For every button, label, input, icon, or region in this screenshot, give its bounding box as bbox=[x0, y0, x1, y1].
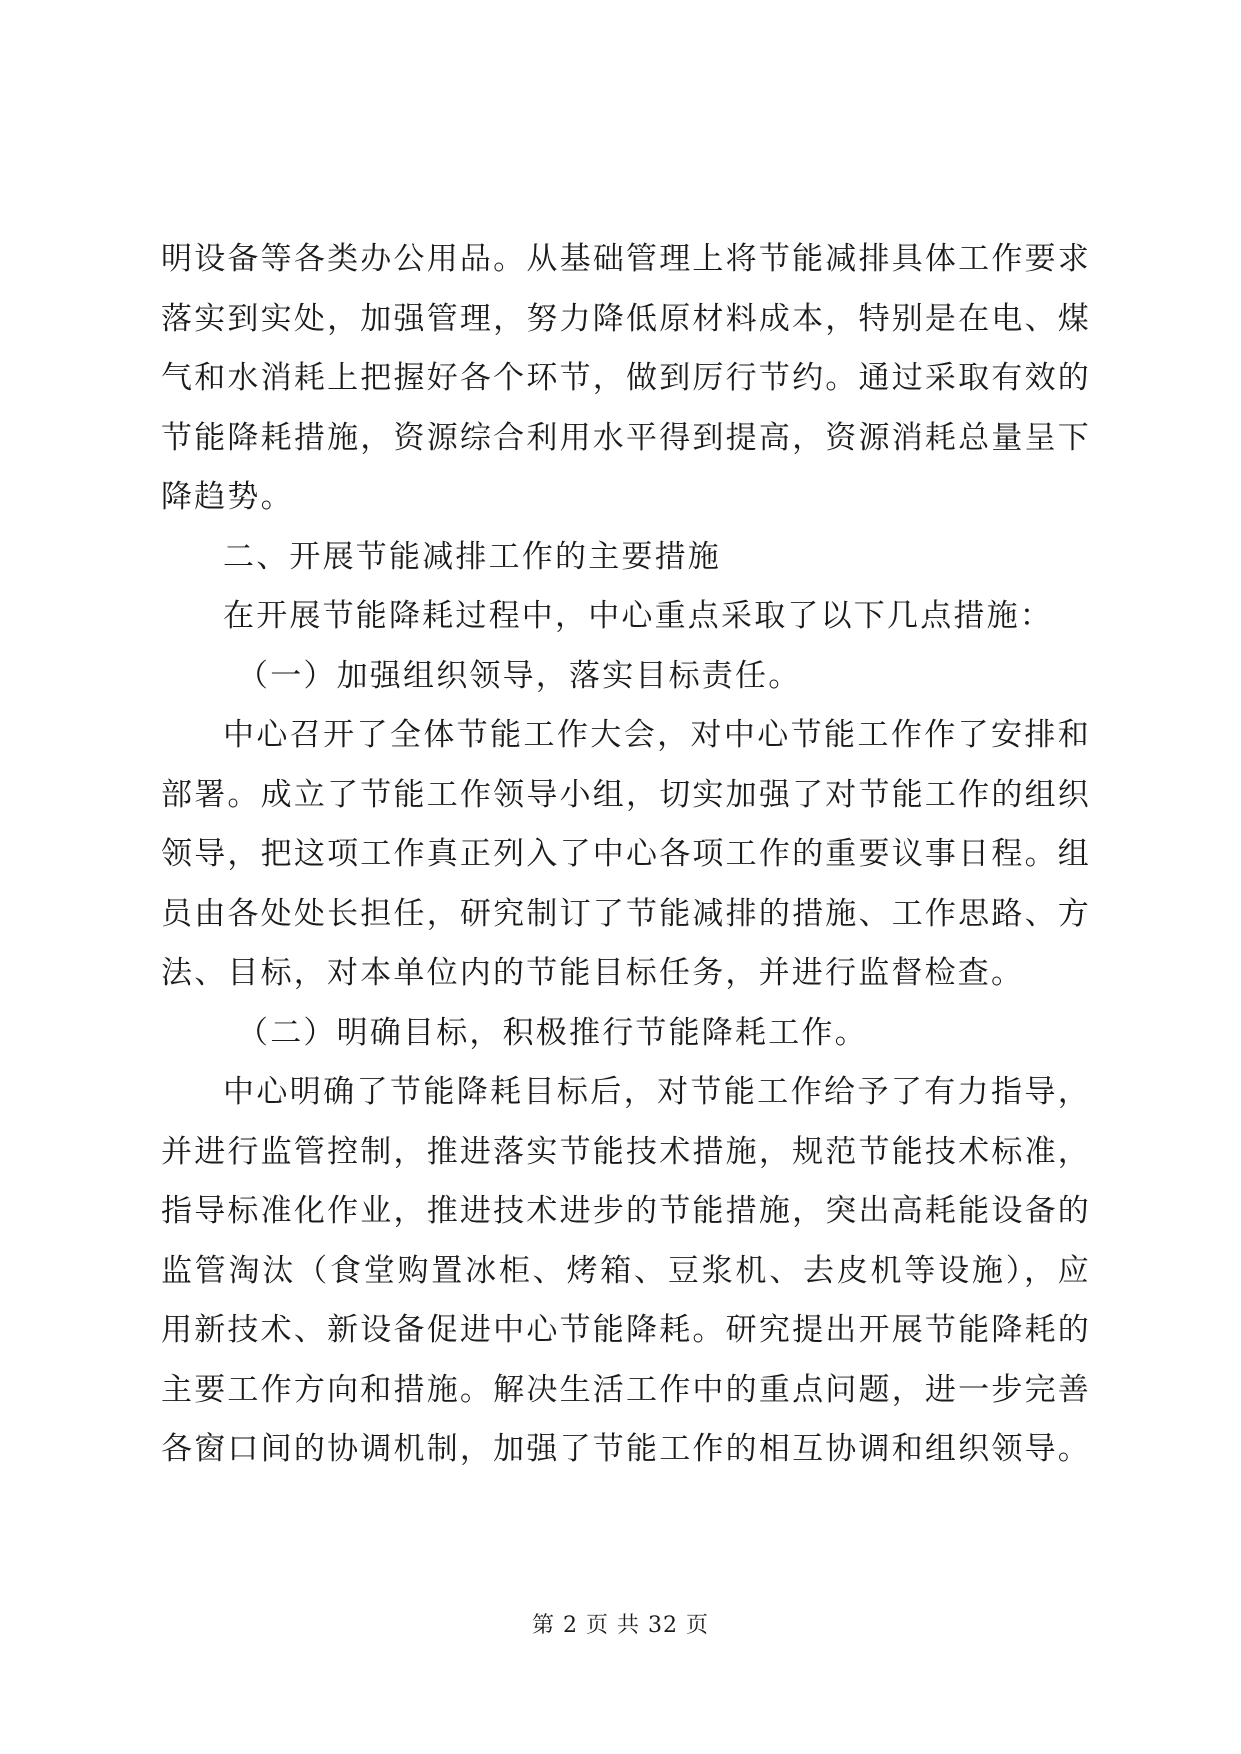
paragraph-line: 法、目标，对本单位内的节能目标任务，并进行监督检查。 bbox=[161, 955, 1025, 991]
paragraph-line: 明设备等各类办公用品。从基础管理上将节能减排具体工作要求 bbox=[161, 241, 1091, 277]
paragraph-line: 员由各处处长担任，研究制订了节能减排的措施、工作思路、方 bbox=[161, 895, 1091, 932]
paragraph-line: 降趋势。 bbox=[161, 479, 294, 515]
subsection-heading: （二）明确目标，积极推行节能降耗工作。 bbox=[237, 1014, 868, 1051]
paragraph-line: 中心明确了节能降耗目标后，对节能工作给予了有力指导， bbox=[223, 1074, 1091, 1110]
paragraph-line: 指导标准化作业，推进技术进步的节能措施，突出高耗能设备的 bbox=[161, 1193, 1091, 1229]
paragraph-line: 部署。成立了节能工作领导小组，切实加强了对节能工作的组织 bbox=[161, 776, 1091, 813]
paragraph-line: 气和水消耗上把握好各个环节，做到厉行节约。通过采取有效的 bbox=[161, 360, 1091, 396]
paragraph-line: 用新技术、新设备促进中心节能降耗。研究提出开展节能降耗的 bbox=[161, 1312, 1091, 1348]
paragraph-line: 并进行监管控制，推进落实节能技术措施，规范节能技术标准， bbox=[161, 1133, 1091, 1170]
paragraph-line: 落实到实处，加强管理，努力降低原材料成本，特别是在电、煤 bbox=[161, 300, 1091, 337]
paragraph-line: 领导，把这项工作真正列入了中心各项工作的重要议事日程。组 bbox=[161, 836, 1091, 872]
section-heading: 二、开展节能减排工作的主要措施 bbox=[223, 538, 721, 575]
subsection-heading: （一）加强组织领导，落实目标责任。 bbox=[237, 657, 802, 694]
paragraph-line: 节能降耗措施，资源综合利用水平得到提高，资源消耗总量呈下 bbox=[161, 419, 1091, 456]
paragraph-line: 主要工作方向和措施。解决生活工作中的重点问题，进一步完善 bbox=[161, 1371, 1091, 1408]
paragraph-line: 在开展节能降耗过程中，中心重点采取了以下几点措施： bbox=[223, 598, 1053, 634]
paragraph-line: 中心召开了全体节能工作大会，对中心节能工作作了安排和 bbox=[223, 717, 1091, 753]
document-body bbox=[161, 230, 1091, 1480]
paragraph-line: 监管淘汰（食堂购置冰柜、烤箱、豆浆机、去皮机等设施），应 bbox=[161, 1252, 1091, 1289]
page-number: 第 2 页 共 32 页 bbox=[532, 1613, 709, 1638]
paragraph-line: 各窗口间的协调机制，加强了节能工作的相互协调和组织领导。 bbox=[161, 1431, 1091, 1467]
